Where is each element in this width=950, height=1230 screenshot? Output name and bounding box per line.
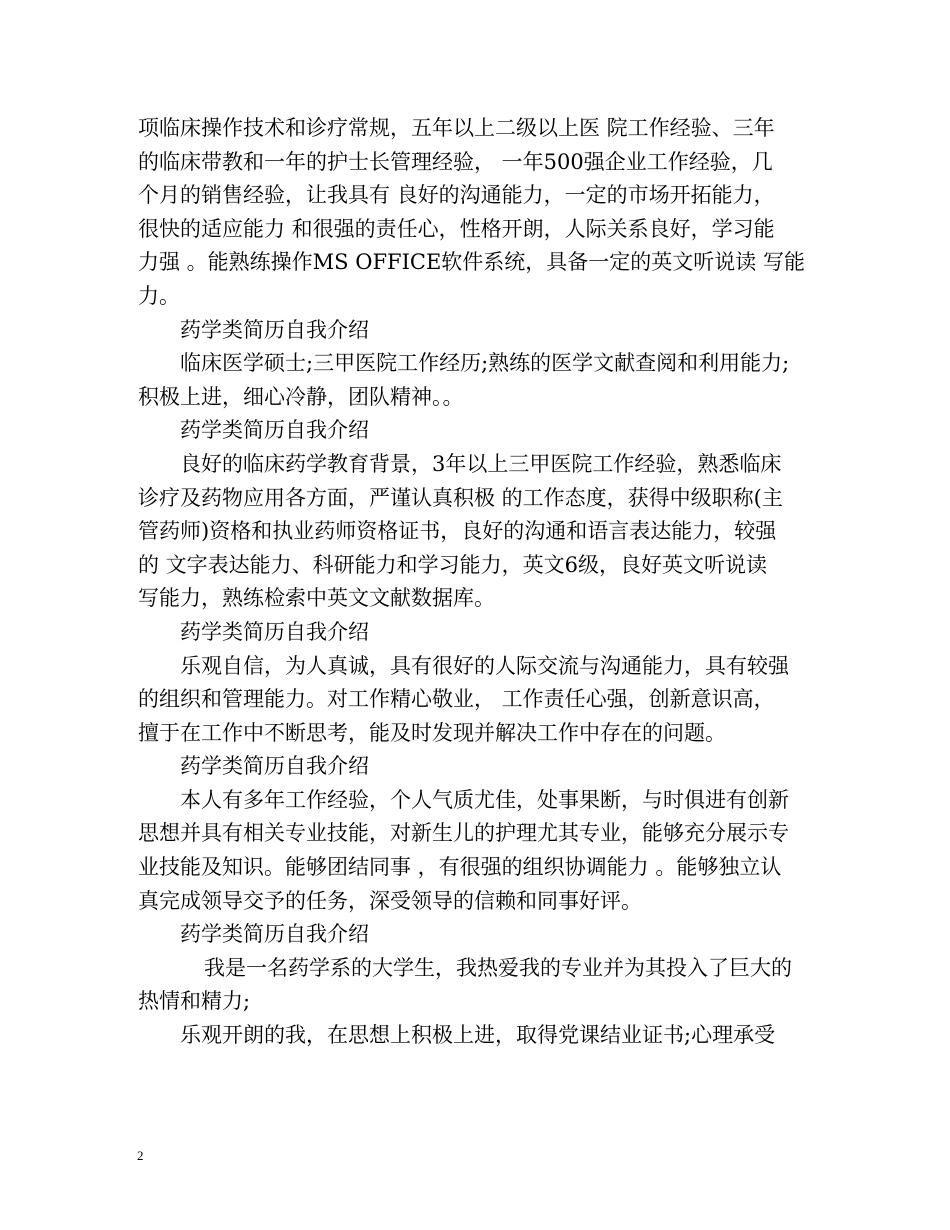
text-line: 个月的销售经验，让我具有 良好的沟通能力，一定的市场开拓能力， [138, 183, 775, 208]
text-line: 的 文字表达能力、科研能力和学习能力，英文6级，良好英文听说读 [138, 552, 768, 577]
text-line: 热情和精力; [138, 989, 251, 1014]
section-heading: 药学类简历自我介绍 [180, 619, 369, 644]
text-line: 力强 。能熟练操作MS OFFICE软件系统，具备一定的英文听说读 写能 [138, 250, 805, 275]
text-line: 临床医学硕士;三甲医院工作经历;熟练的医学文献查阅和利用能力; [180, 351, 790, 376]
text-line: 积极上进，细心冷静，团队精神。。 [138, 384, 464, 409]
text-line: 写能力，熟练检索中英文文献数据库。 [138, 586, 495, 611]
text-line: 的临床带教和一年的护士长管理经验， 一年500强企业工作经验，几 [138, 149, 773, 174]
section-heading: 药学类简历自我介绍 [180, 754, 369, 779]
text-line: 乐观开朗的我，在思想上积极上进，取得党课结业证书;心理承受 [180, 1023, 776, 1048]
text-line: 力。 [138, 283, 180, 308]
text-line: 很快的适应能力 和很强的责任心，性格开朗，人际关系良好，学习能 [138, 216, 775, 241]
text-line: 乐观自信，为人真诚，具有很好的人际交流与沟通能力，具有较强 [180, 653, 789, 678]
text-line: 良好的临床药学教育背景，3年以上三甲医院工作经验，熟悉临床 [180, 451, 782, 476]
body-text [138, 112, 822, 1053]
page-number: 2 [137, 1148, 144, 1163]
text-line: 思想并具有相关专业技能，对新生儿的护理尤其专业，能够充分展示专 [138, 821, 789, 846]
section-heading: 药学类简历自我介绍 [180, 418, 369, 443]
text-line: 项临床操作技术和诊疗常规，五年以上二级以上医 院工作经验、三年 [138, 116, 775, 140]
text-line: 擅于在工作中不断思考，能及时发现并解决工作中存在的问题。 [138, 720, 726, 745]
section-heading: 药学类简历自我介绍 [180, 317, 369, 342]
text-line: 诊疗及药物应用各方面，严谨认真积极 的工作态度，获得中级职称(主 [138, 485, 783, 510]
text-line: 管药师)资格和执业药师资格证书，良好的沟通和语言表达能力，较强 [138, 519, 777, 544]
text-line: 真完成领导交予的任务，深受领导的信赖和同事好评。 [138, 888, 642, 913]
text-line: 业技能及知识。能够团结同事 ，有很强的组织协调能力 。能够独立认 [138, 855, 782, 880]
text-line: 本人有多年工作经验，个人气质尤佳，处事果断，与时俱进有创新 [180, 787, 789, 812]
section-heading: 药学类简历自我介绍 [180, 922, 369, 947]
text-line: 我是一名药学系的大学生，我热爱我的专业并为其投入了巨大的 [204, 955, 792, 980]
text-line: 的组织和管理能力。对工作精心敬业， 工作责任心强，创新意识高， [138, 687, 775, 712]
